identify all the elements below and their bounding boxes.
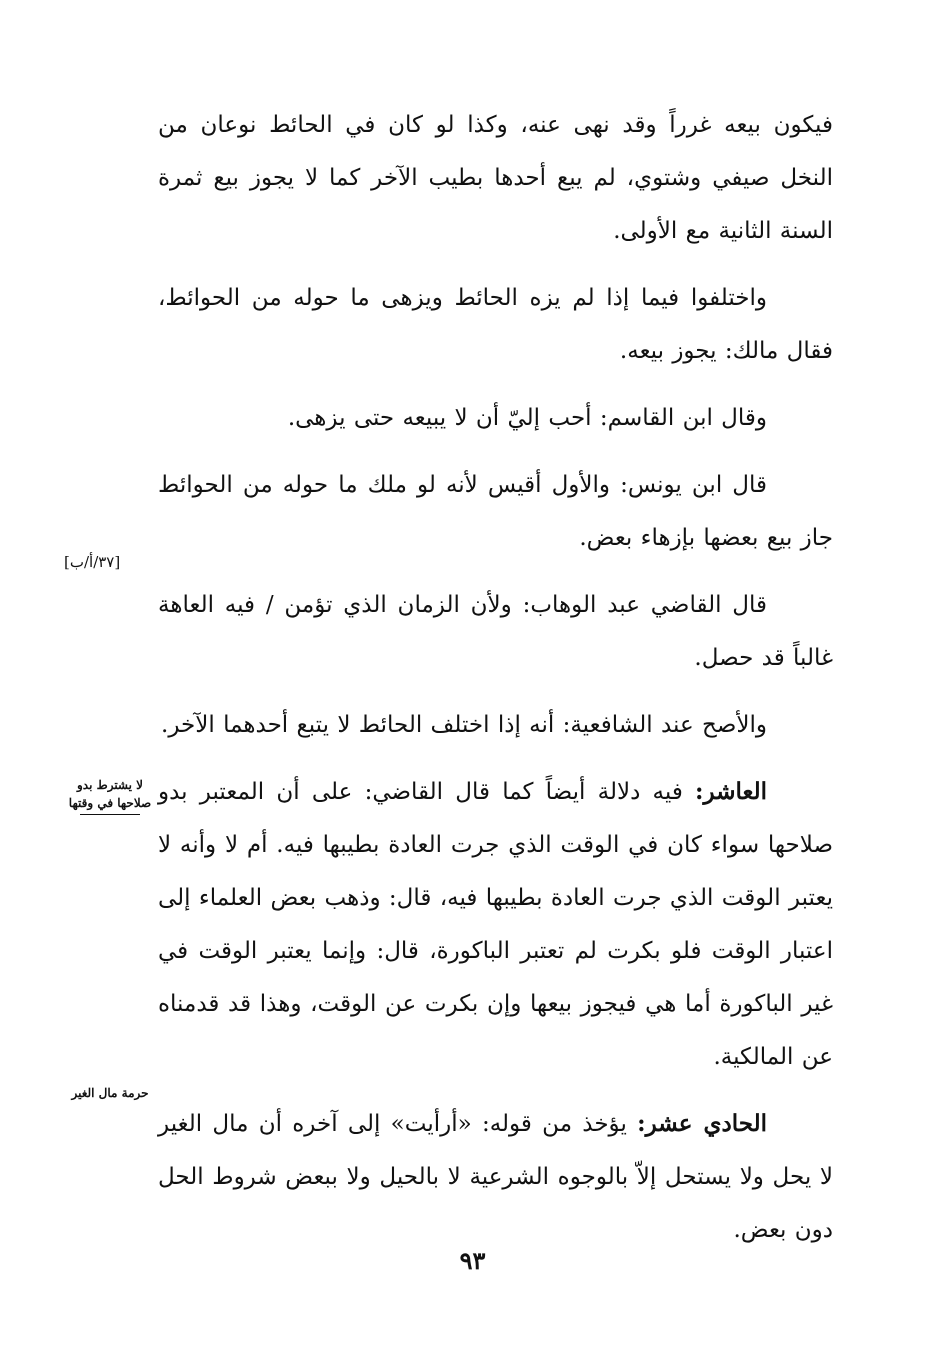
margin-note-text: لا يشترط بدو صلاحها في وقتها bbox=[68, 778, 152, 810]
paragraph-lead: العاشر: bbox=[695, 778, 767, 805]
body-text bbox=[158, 98, 833, 1270]
paragraph-2 bbox=[158, 271, 833, 378]
margin-note-text: حرمة مال الغير bbox=[71, 1086, 149, 1100]
paragraph-text: قال القاضي عبد الوهاب: ولأن الزمان الذي تؤمن / فيه العاهة غالباً قد حصل. bbox=[158, 592, 833, 671]
margin-note-property bbox=[64, 1084, 156, 1102]
paragraph-text: وقال ابن القاسم: أحب إليّ أن لا يبيعه حتى يزهى. bbox=[287, 405, 767, 431]
paragraph-text: واختلفوا فيما إذا لم يزه الحائط ويزهى ما حوله من الحوائط، فقال مالك: يجوز بيعه. bbox=[158, 285, 833, 364]
paragraph-7 bbox=[158, 765, 833, 1084]
manuscript-folio-reference: [٣٧/أ/ب] bbox=[64, 553, 121, 571]
paragraph-4 bbox=[158, 458, 833, 565]
paragraph-text: والأصح عند الشافعية: أنه إذا اختلف الحائط لا يتبع أحدهما الآخر. bbox=[161, 712, 767, 738]
paragraph-lead: الحادي عشر: bbox=[637, 1110, 767, 1137]
paragraph-text: فيه دلالة أيضاً كما قال القاضي: على أن المعتبر بدو صلاحها سواء كان في الوقت الذي جرت العادة بطيبها فيه. أم لا وأنه لا يعتبر الوقت الذي جرت العادة بطيبها فيه، قال: وذهب بعض العلماء إلى اعتبار الوقت فلو بكرت لم تعتبر الباكورة، قال: وإنما يعتبر الوقت في غير الباكورة أما هي فيجوز بيعها وإن بكرت عن الوقت، وهذا قد قدمناه عن المالكية. bbox=[158, 779, 833, 1070]
page-number: ٩٣ bbox=[459, 1246, 486, 1275]
paragraph-1 bbox=[158, 98, 833, 258]
margin-note-underline bbox=[80, 814, 140, 815]
paragraph-3 bbox=[158, 391, 833, 445]
margin-note-ripeness bbox=[64, 776, 156, 815]
paragraph-6 bbox=[158, 698, 833, 752]
paragraph-text: يؤخذ من قوله: «أرأيت» إلى آخره أن مال الغير لا يحل ولا يستحل إلاّ بالوجوه الشرعية لا بالحيل ولا ببعض شروط الحل دون بعض. bbox=[158, 1111, 833, 1243]
paragraph-8 bbox=[158, 1097, 833, 1257]
paragraph-5 bbox=[158, 578, 833, 685]
paragraph-text: قال ابن يونس: والأول أقيس لأنه لو ملك ما حوله من الحوائط جاز بيع بعضها بإزهاء بعض. bbox=[158, 472, 833, 551]
paragraph-text: فيكون بيعه غرراً وقد نهى عنه، وكذا لو كان في الحائط نوعان من النخل صيفي وشتوي، لم يبع أحدها بطيب الآخر كما لا يجوز بيع ثمرة السنة الثانية مع الأولى. bbox=[158, 112, 833, 244]
